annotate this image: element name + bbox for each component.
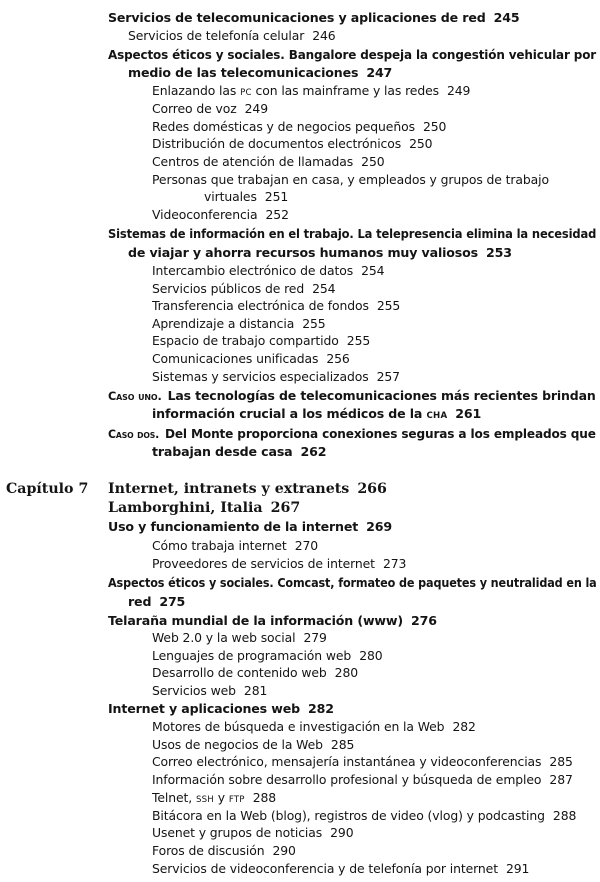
toc-entry: [152, 369, 400, 384]
toc-entry: [152, 825, 353, 840]
toc-entry-continuation: [128, 594, 185, 609]
toc-entry-title: Telaraña mundial de la información (www): [108, 613, 404, 628]
toc-entry-continuation: [152, 406, 481, 421]
page-number: 253: [485, 245, 512, 260]
toc-entry-title: Del Monte proporciona conexiones seguras a los empleados que: [164, 426, 596, 441]
toc-entry-title: Videoconferencia: [152, 207, 258, 222]
toc-entry-title: Bitácora en la Web (blog), registros de video (vlog) y podcasting: [152, 808, 545, 823]
toc-entry-continuation: [152, 444, 326, 459]
page-number: 288: [252, 790, 277, 805]
toc-entry: [152, 281, 335, 296]
toc-entry-title: Aspectos éticos y sociales. Comcast, formateo de paquetes y neutralidad en la: [108, 575, 597, 590]
toc-entry-title: Redes domésticas y de negocios pequeños: [152, 119, 415, 134]
page-number: 275: [159, 594, 186, 609]
toc-entry-title: con las mainframe y las redes: [255, 83, 439, 98]
page-number: 285: [549, 754, 573, 769]
page-number: 282: [308, 701, 334, 716]
toc-entry: [152, 119, 446, 134]
page-number: 270: [294, 538, 319, 553]
abbreviation: FTP: [228, 795, 245, 805]
toc-entry-title: Aspectos éticos y sociales. Bangalore despeja la congestión vehicular por: [108, 47, 597, 62]
toc-entry-title: medio de las telecomunicaciones: [128, 65, 359, 80]
toc-entry-title: Enlazando las: [152, 83, 237, 98]
page-number: 280: [334, 665, 359, 680]
toc-entry-title: Cómo trabaja internet: [152, 538, 287, 553]
toc-entry-title: Espacio de trabajo compartido: [152, 333, 339, 348]
toc-entry: [108, 226, 596, 241]
case-label: Caso uno.: [108, 389, 162, 403]
toc-entry: [108, 47, 596, 62]
page-number: 269: [366, 519, 392, 534]
toc-entry: [108, 613, 437, 628]
page-number: 245: [493, 10, 520, 25]
toc-entry: [152, 790, 276, 805]
toc-entry-title: trabajan desde casa: [152, 444, 293, 459]
toc-entry: [152, 843, 296, 858]
page-number: 273: [382, 556, 407, 571]
toc-entry: [152, 808, 576, 823]
toc-entry-title: Motores de búsqueda e investigación en la Web: [152, 719, 445, 734]
toc-entry: [152, 538, 318, 553]
toc-entry-title: Telnet,: [152, 790, 193, 805]
toc-entry-title: Web 2.0 y la web social: [152, 630, 296, 645]
page-number: 249: [244, 101, 268, 116]
chapter-label: Capítulo 7: [6, 481, 89, 497]
toc-entry-title: virtuales: [204, 189, 257, 204]
toc-entry-title: Usos de negocios de la Web: [152, 737, 323, 752]
toc-entry-title: Servicios web: [152, 683, 236, 698]
chapter-subtitle: [108, 500, 300, 516]
page-number: 281: [243, 683, 268, 698]
toc-entry-title: Servicios de telefonía celular: [128, 28, 305, 43]
page-number: 261: [455, 406, 482, 421]
toc-entry-title: Personas que trabajan en casa, y empleados y grupos de trabajo: [152, 172, 549, 187]
page-number: 257: [376, 369, 400, 384]
toc-entry-title: Uso y funcionamiento de la internet: [108, 519, 359, 534]
toc-entry: [152, 263, 384, 278]
toc-entry: [152, 665, 358, 680]
case-label: Caso dos.: [108, 427, 160, 441]
page-number: 255: [376, 298, 401, 313]
toc-entry: [152, 351, 350, 366]
page-number: 282: [452, 719, 476, 734]
toc-entry-title: Proveedores de servicios de internet: [152, 556, 375, 571]
chapter-subtitle-text: Lamborghini, Italia: [108, 500, 263, 516]
page-number: 252: [265, 207, 289, 222]
toc-entry-title: Sistemas de información en el trabajo. La telepresencia elimina la necesidad: [108, 226, 597, 241]
toc-entry-title: Desarrollo de contenido web: [152, 665, 327, 680]
toc-entry-continuation: [128, 65, 392, 80]
toc-entry: [152, 772, 573, 787]
toc-entry: [152, 648, 383, 663]
toc-entry-title: Correo de voz: [152, 101, 237, 116]
page-number: 255: [302, 316, 326, 331]
page-number: 255: [346, 333, 371, 348]
page-number: 290: [272, 843, 296, 858]
toc-entry-title: Internet y aplicaciones web: [108, 701, 301, 716]
toc-entry: [152, 172, 549, 187]
toc-entry-title: y: [217, 790, 226, 805]
page-number: 276: [411, 613, 437, 628]
chapter-title: [108, 481, 387, 497]
toc-entry-title: Foros de discusión: [152, 843, 265, 858]
page-number: 250: [361, 154, 385, 169]
page-number: 256: [326, 351, 350, 366]
page-number: 262: [300, 444, 327, 459]
page-number: 287: [549, 772, 573, 787]
toc-entry-title: Distribución de documentos electrónicos: [152, 136, 402, 151]
toc-entry-title: Servicios de telecomunicaciones y aplicaciones de red: [108, 10, 486, 25]
toc-entry: [108, 10, 519, 25]
page-number: 266: [357, 481, 387, 497]
page-number: 288: [552, 808, 577, 823]
toc-entry: [128, 28, 336, 43]
page-number: 251: [264, 189, 289, 204]
page-number: 250: [409, 136, 433, 151]
case-entry: [108, 426, 596, 441]
page-number: 254: [312, 281, 336, 296]
page-number: 290: [330, 825, 354, 840]
toc-entry: [152, 556, 406, 571]
toc-entry: [152, 154, 385, 169]
toc-entry: [152, 683, 267, 698]
toc-entry-title: Aprendizaje a distancia: [152, 316, 295, 331]
toc-entry-title: de viajar y ahorra recursos humanos muy valiosos: [128, 245, 478, 260]
page-number: 291: [505, 861, 530, 876]
toc-entry-title: Intercambio electrónico de datos: [152, 263, 354, 278]
toc-entry-title: red: [128, 594, 152, 609]
page-number: 249: [446, 83, 471, 98]
page-number: 247: [366, 65, 393, 80]
toc-entry-title: Las tecnologías de telecomunicaciones más recientes brindan: [167, 388, 596, 403]
toc-entry-title: Correo electrónico, mensajería instantánea y videoconferencias: [152, 754, 542, 769]
abbreviation: SSH: [195, 795, 214, 805]
toc-entry: [108, 519, 392, 534]
toc-entry: [152, 719, 476, 734]
toc-entry: [152, 333, 370, 348]
toc-entry-title: Centros de atención de llamadas: [152, 154, 354, 169]
toc-entry: [152, 101, 268, 116]
toc-entry: [152, 298, 400, 313]
case-entry: [108, 388, 596, 403]
page-number: 250: [422, 119, 447, 134]
toc-entry: [152, 207, 289, 222]
toc-entry: [108, 701, 334, 716]
toc-entry: [152, 136, 432, 151]
toc-entry-title: Usenet y grupos de noticias: [152, 825, 323, 840]
toc-entry: [152, 754, 573, 769]
toc-entry: [152, 737, 354, 752]
page-number: 254: [361, 263, 385, 278]
page-number: 285: [330, 737, 355, 752]
toc-entry: [152, 83, 470, 98]
toc-entry-title: Comunicaciones unificadas: [152, 351, 319, 366]
toc-entry-title: información crucial a los médicos de la: [152, 406, 423, 421]
toc-entry-title: Lenguajes de programación web: [152, 648, 352, 663]
page-number: 267: [270, 500, 301, 516]
page-number: 279: [303, 630, 327, 645]
toc-entry-title: Información sobre desarrollo profesional y búsqueda de empleo: [152, 772, 542, 787]
toc-entry: [152, 861, 529, 876]
abbreviation: CHA: [426, 411, 448, 421]
toc-entry-title: Servicios de videoconferencia y de telefonía por internet: [152, 861, 498, 876]
toc-entry: [152, 630, 327, 645]
toc-entry-title: Servicios públicos de red: [152, 281, 305, 296]
toc-entry-continuation: [204, 189, 288, 204]
page-number: 246: [312, 28, 336, 43]
toc-entry-continuation: [128, 245, 512, 260]
page-number: 280: [359, 648, 383, 663]
toc-entry: [108, 575, 597, 590]
abbreviation: PC: [240, 88, 252, 98]
toc-entry-title: Sistemas y servicios especializados: [152, 369, 369, 384]
chapter-title-text: Internet, intranets y extranets: [108, 481, 350, 497]
toc-entry: [152, 316, 326, 331]
toc-entry-title: Transferencia electrónica de fondos: [152, 298, 369, 313]
